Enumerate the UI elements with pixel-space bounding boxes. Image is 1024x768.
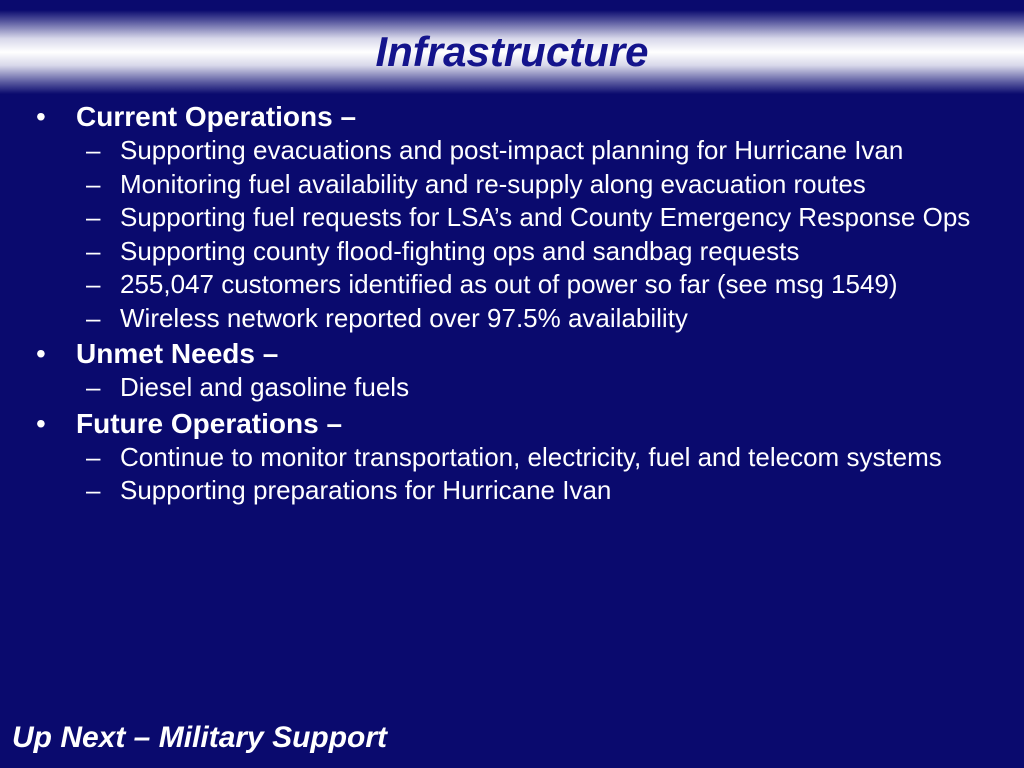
list-item-text: Supporting fuel requests for LSA’s and County Emergency Response Ops [120,202,971,232]
list-item-text: Continue to monitor transportation, electricity, fuel and telecom systems [120,441,942,472]
slide-content [0,98,1024,508]
bullet-icon: • [36,407,46,439]
list-item-text: Supporting county flood-fighting ops and sandbag requests [120,235,800,266]
section-future-operations-heading [0,407,1024,441]
dash-icon: – [86,372,101,402]
list-item [0,441,1024,475]
list-item [0,134,1024,168]
dash-icon: – [86,269,101,299]
list-item [0,268,1024,302]
list-item [0,235,1024,269]
dash-icon: – [86,135,101,165]
section-unmet-needs-heading [0,337,1024,371]
list-item [0,474,1024,508]
list-item-text: Supporting preparations for Hurricane Ivan [120,475,612,505]
list-item [0,371,1024,405]
bullet-icon: • [36,338,46,369]
list-item-text: Wireless network reported over 97.5% availability [120,302,688,333]
section-current-operations-heading [0,100,1024,134]
list-item-text: Monitoring fuel availability and re-supply along evacuation routes [120,168,866,199]
bullet-icon: • [36,101,46,132]
dash-icon: – [86,168,101,199]
list-item-text: Diesel and gasoline fuels [120,372,410,402]
list-item-text: 255,047 customers identified as out of power so far (see msg 1549) [120,269,898,299]
list-item [0,302,1024,336]
list-item-text: Supporting evacuations and post-impact planning for Hurricane Ivan [120,135,904,165]
dash-icon: – [86,235,101,266]
list-item [0,201,1024,235]
dash-icon: – [86,475,101,505]
dash-icon: – [86,202,101,232]
list-item [0,168,1024,202]
up-next-footer: Up Next – Military Support [12,721,388,754]
slide-title: Infrastructure [375,28,649,75]
section-heading: Future Operations – [76,407,343,439]
dash-icon: – [86,302,101,333]
dash-icon: – [86,441,101,472]
section-heading: Unmet Needs – [76,338,279,369]
section-heading: Current Operations – [76,101,357,132]
